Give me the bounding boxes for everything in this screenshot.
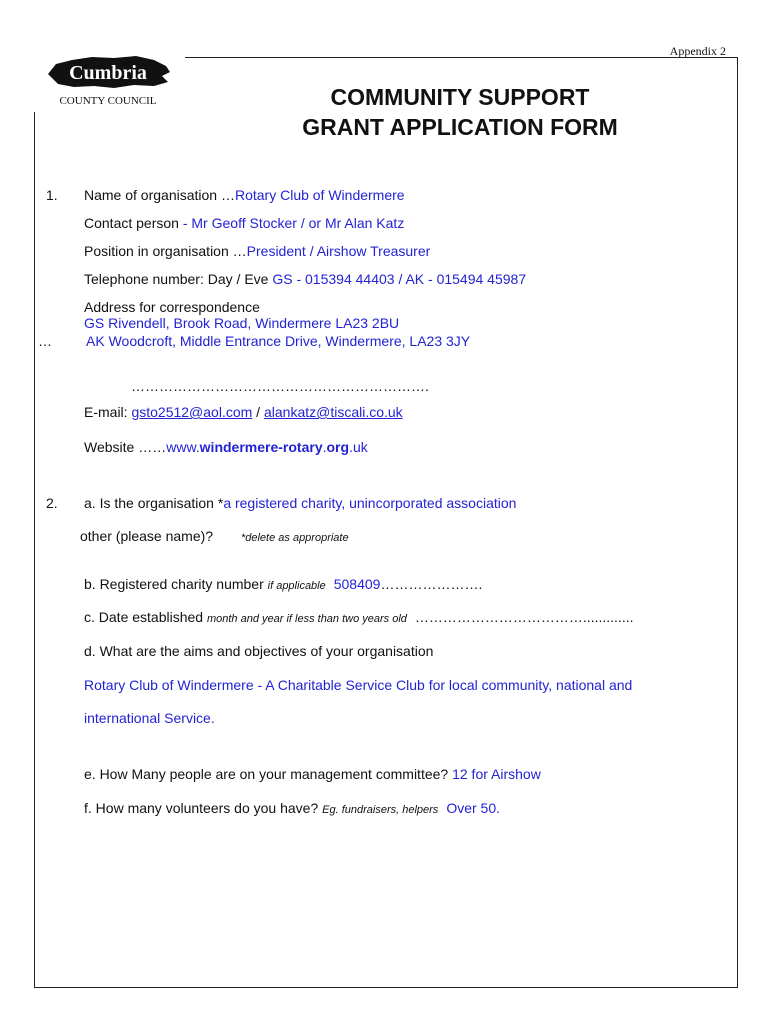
aims-value-line-2: international Service.	[84, 710, 215, 726]
charity-number-value: 508409	[333, 576, 381, 592]
charity-number-label: b. Registered charity number	[84, 576, 268, 592]
position-value: President / Airshow Treasurer	[246, 243, 431, 259]
website-label: Website ……	[84, 439, 167, 455]
logo-wordmark: Cumbria	[69, 62, 147, 84]
org-type-label: a. Is the organisation *	[84, 495, 224, 511]
charity-number-dots: ………………….	[380, 576, 483, 592]
website-link[interactable]	[166, 439, 368, 455]
org-type-row	[84, 495, 516, 512]
address-prefix: …	[38, 333, 52, 349]
aims-value-line-1: Rotary Club of Windermere - A Charitable Service Club for local community, national and	[84, 677, 633, 693]
section-2-number: 2.	[46, 495, 58, 511]
website-tld: org	[326, 439, 350, 455]
committee-row	[84, 766, 541, 783]
org-name-row	[84, 187, 405, 204]
email-label: E-mail:	[84, 404, 132, 420]
logo-subtitle: COUNTY COUNCIL	[59, 95, 157, 107]
frame-bottom-line	[34, 987, 738, 988]
appendix-label: Appendix 2	[669, 44, 726, 58]
other-row	[80, 528, 349, 547]
address-line-1: GS Rivendell, Brook Road, Windermere LA23 2BU	[84, 315, 400, 331]
charity-number-note: if applicable	[267, 580, 326, 592]
committee-value: 12 for Airshow	[452, 766, 541, 782]
address-line-2: AK Woodcroft, Middle Entrance Drive, Windermere, LA23 3JY	[86, 333, 471, 349]
website-domain: windermere-rotary	[199, 439, 323, 455]
email-row	[84, 404, 403, 421]
date-established-dots: ……………………………….............	[414, 609, 634, 625]
contact-row	[84, 215, 404, 232]
section-1-number: 1.	[46, 187, 58, 203]
email-link-1[interactable]: gsto2512@aol.com	[131, 404, 253, 420]
volunteers-note: Eg. fundraisers, helpers	[322, 804, 439, 816]
contact-label: Contact person	[84, 215, 183, 231]
address-label: Address for correspondence	[84, 299, 260, 315]
cumbria-logo	[44, 52, 174, 108]
other-label: other (please name)?	[80, 528, 214, 544]
website-prefix: www.	[166, 439, 200, 455]
email-separator: /	[252, 404, 264, 420]
address-dots: ……………………………………………………….	[131, 378, 429, 394]
phone-row	[84, 271, 526, 288]
date-established-note: month and year if less than two years old	[206, 613, 407, 625]
phone-value: GS - 015394 44403 / AK - 015494 45987	[272, 271, 527, 287]
volunteers-row	[84, 800, 500, 819]
org-name-label: Name of organisation …	[84, 187, 235, 203]
frame-right-line	[737, 57, 738, 988]
position-label: Position in organisation …	[84, 243, 247, 259]
website-row	[84, 439, 368, 456]
charity-number-row	[84, 576, 482, 595]
aims-label: d. What are the aims and objectives of your organisation	[84, 643, 434, 659]
date-established-label: c. Date established	[84, 609, 207, 625]
frame-top-line	[185, 57, 738, 58]
website-dot: .	[322, 439, 327, 455]
form-title	[240, 82, 680, 142]
phone-label: Telephone number: Day / Eve	[84, 271, 273, 287]
delete-note: *delete as appropriate	[240, 532, 349, 544]
org-type-value: a registered charity, unincorporated association	[223, 495, 517, 511]
org-name-value: Rotary Club of Windermere	[234, 187, 405, 203]
frame-left-line	[34, 112, 35, 988]
position-row	[84, 243, 430, 260]
volunteers-label: f. How many volunteers do you have?	[84, 800, 323, 816]
committee-label: e. How Many people are on your management committee?	[84, 766, 453, 782]
website-suffix: .uk	[349, 439, 368, 455]
title-line-2: GRANT APPLICATION FORM	[302, 114, 618, 140]
date-established-row	[84, 609, 634, 628]
volunteers-value: Over 50.	[446, 800, 501, 816]
contact-value: - Mr Geoff Stocker / or Mr Alan Katz	[182, 215, 405, 231]
email-link-2[interactable]: alankatz@tiscali.co.uk	[263, 404, 403, 420]
title-line-1: COMMUNITY SUPPORT	[330, 84, 590, 110]
